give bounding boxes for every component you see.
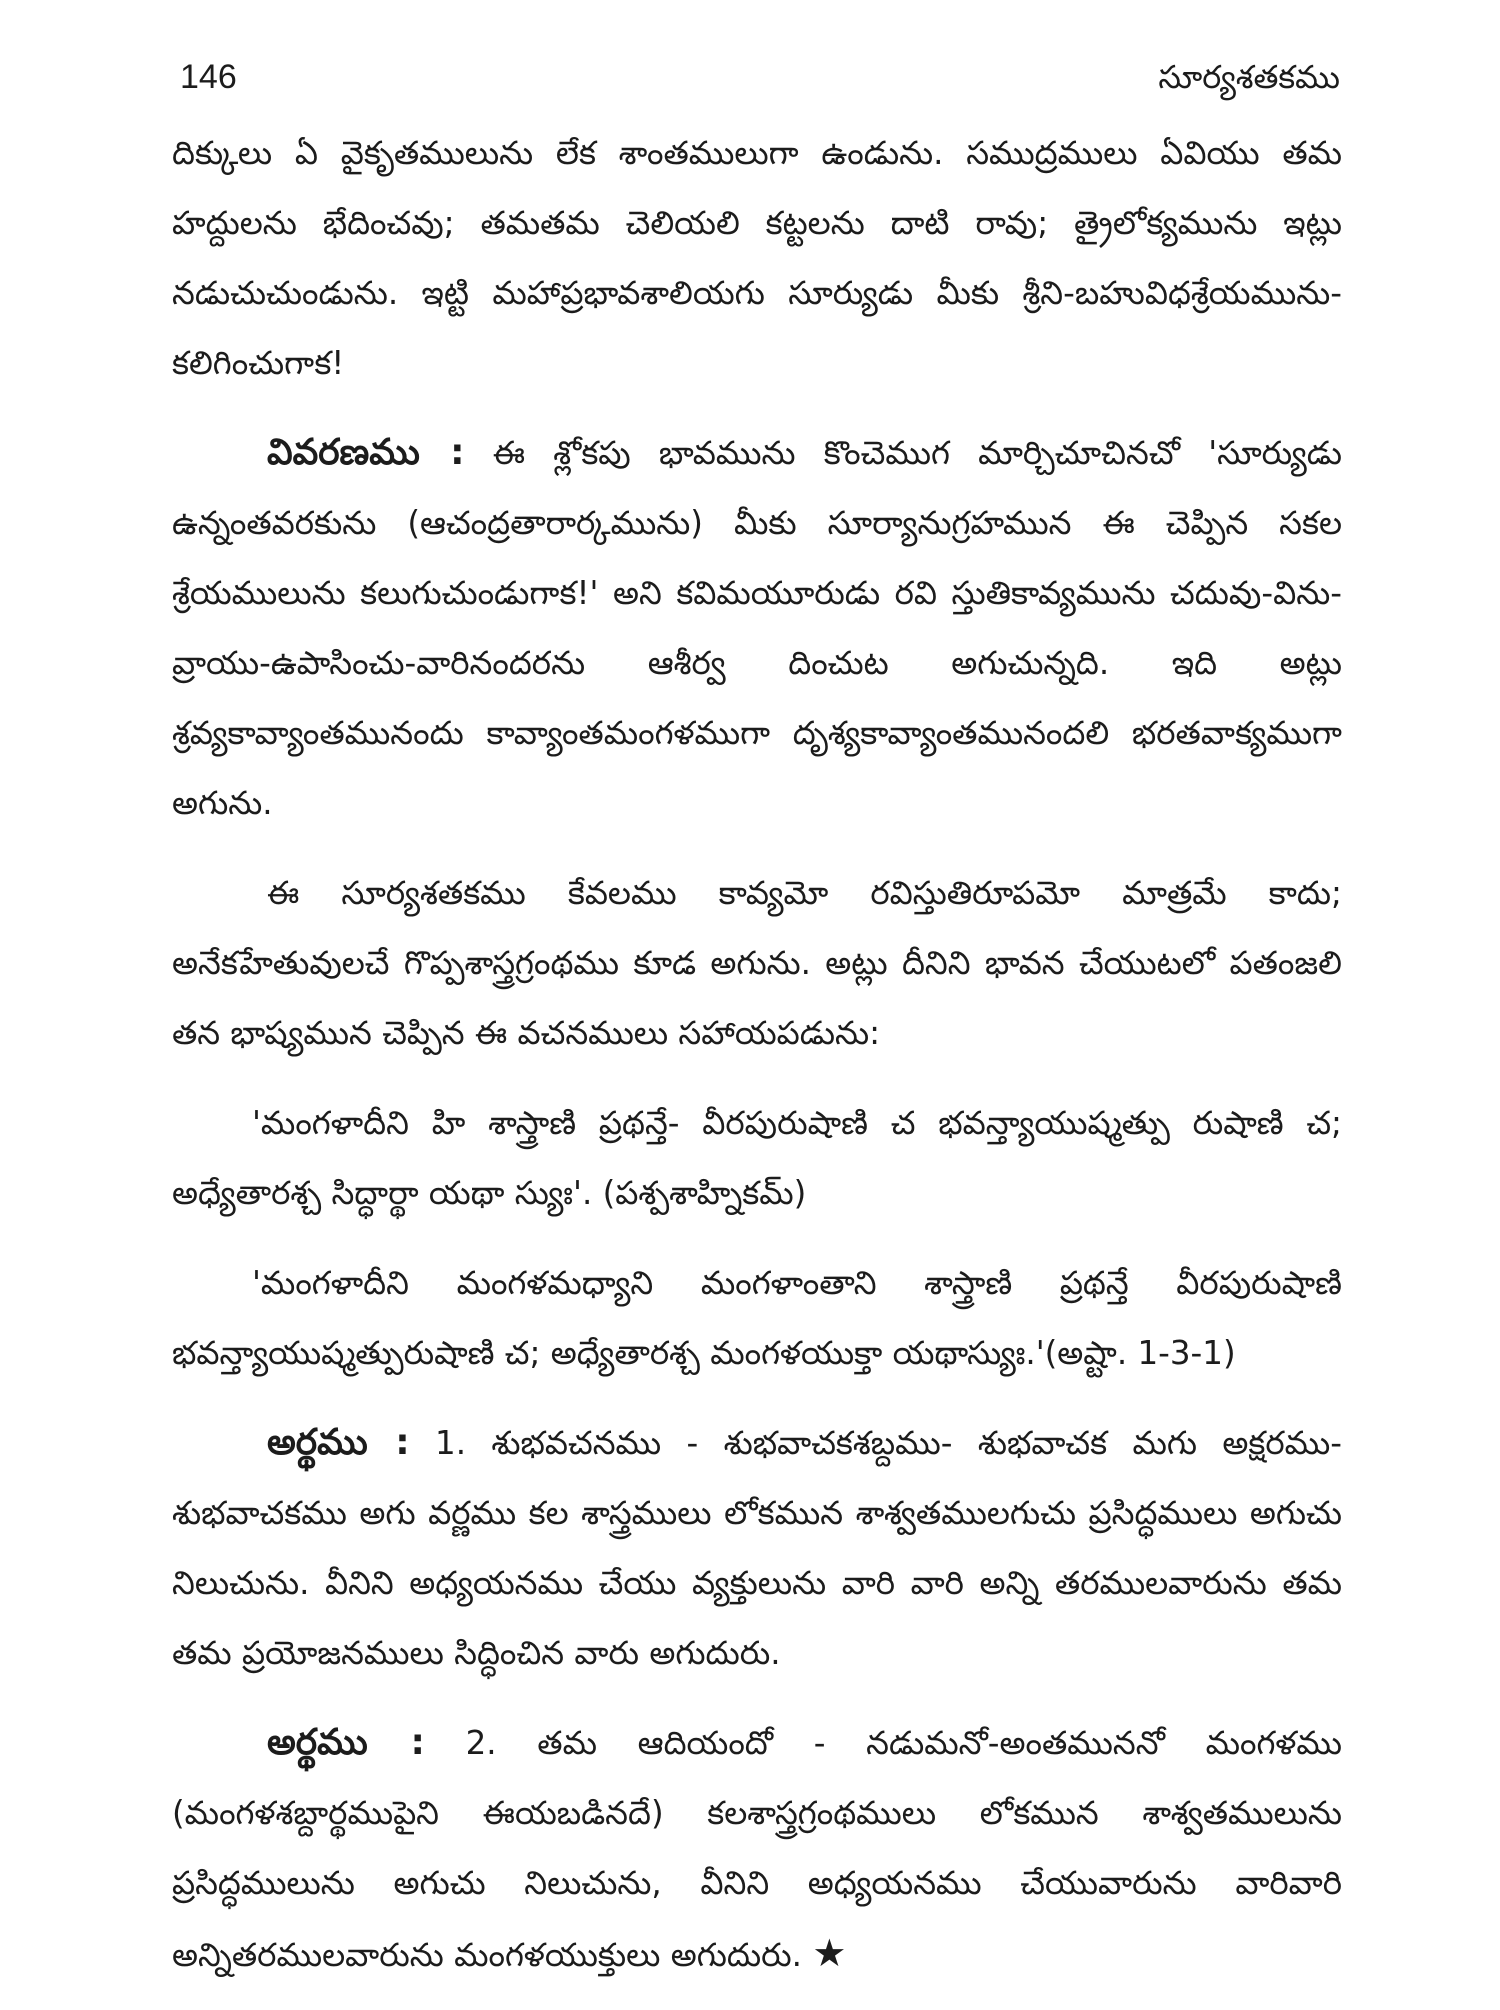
vivaranamu-text: ఈ శ్లోకపు భావమును కొంచెముగ మార్చిచూచినచో 'సూర్యుడు ఉన్నంతవరకును (ఆచంద్రతారార్కమును) మీకు సూర్యానుగ్రహమున ఈ చెప్పిన సకల శ్రేయములును కలుగుచుండుగాక!' అని కవిమయూరుడు రవి స్తుతికావ్యమును చదువు-విను-వ్రాయు-ఉపాసించు-వారినందరను ఆశీర్వ దించుట అగుచున్నది. ఇది అట్లు శ్రవ్యకావ్యాంతమునందు కావ్యాంతమంగళముగా దృశ్యకావ్యాంతమునందలి భరతవాక్యముగా అగును. [172, 434, 1342, 822]
arthamu-1-text: 1. శుభవచనము - శుభవాచకశబ్దము- శుభవాచక మగు అక్షరము-శుభవాచకము అగు వర్ణము కల శాస్త్రములు లోకమున శాశ్వతములగుచు ప్రసిద్ధములు అగుచు నిలుచును. వీనిని అధ్యయనము చేయు వ్యక్తులును వారి వారి అన్ని తరములవారును తమ తమ ప్రయోజనములు సిద్ధించిన వారు అగుదురు. [172, 1424, 1342, 1672]
star-icon: ★ [812, 1931, 847, 1975]
paragraph-arthamu-2 [172, 1708, 1342, 1990]
quote-1: 'మంగళాదీని హి శాస్త్రాణి ప్రథన్తే- వీరపురుషాణి చ భవన్త్యాయుష్మత్పు రుషాణి చ; అధ్యేతారశ్చ సిద్ధార్థా యథా స్యుః'. (పశ్పశాహ్నికమ్) [172, 1104, 1342, 1212]
paragraph-vivaranamu [172, 418, 1342, 838]
page-header [180, 58, 1340, 108]
body-text [172, 118, 1342, 2010]
arthamu-2-label: అర్థము : [267, 1722, 425, 1763]
quote-2: 'మంగళాదీని మంగళమధ్యాని మంగళాంతాని శాస్త్రాణి ప్రథన్తే వీరపురుషాణి భవన్త్యాయుష్మత్పురుషాణి చ; అధ్యేతారశ్చ మంగళయుక్తా యథాస్యుః.'(అష్టా. 1-3-1) [172, 1264, 1342, 1372]
page-number: 146 [180, 58, 237, 96]
arthamu-2-text: 2. తమ ఆదియందో - నడుమనో-అంతముననో మంగళము (మంగళశబ్దార్థముపైని ఈయబడినదే) కలశాస్త్రగ్రంథములు లోకమున శాశ్వతములును ప్రసిద్ధములును అగుచు నిలుచును, వీనిని అధ్యయనము చేయువారును వారివారి అన్నితరములవారును మంగళయుక్తులు అగుదురు. [172, 1724, 1342, 1974]
paragraph-1: దిక్కులు ఏ వైకృతములును లేక శాంతములుగా ఉండును. సముద్రములు ఏవియు తమ హద్దులను భేదించవు; తమతమ చెలియలి కట్టలను దాటి రావు; త్రైలోక్యమును ఇట్లు నడుచుచుండును. ఇట్టి మహాప్రభావశాలియగు సూర్యుడు మీకు శ్రీని-బహువిధశ్రేయమును- కలిగించుగాక! [172, 134, 1342, 382]
paragraph-3: ఈ సూర్యశతకము కేవలము కావ్యమో రవిస్తుతిరూపమో మాత్రమే కాదు; అనేకహేతువులచే గొప్పశాస్త్రగ్రంథము కూడ అగును. అట్లు దీనిని భావన చేయుటలో పతంజలి తన భాష్యమున చెప్పిన ఈ వచనములు సహాయపడును: [172, 874, 1342, 1052]
arthamu-1-label: అర్థము : [267, 1422, 410, 1463]
vivaranamu-label: వివరణము : [267, 432, 465, 473]
paragraph-arthamu-1 [172, 1408, 1342, 1688]
running-title: సూర్యశతకము [1158, 58, 1340, 96]
